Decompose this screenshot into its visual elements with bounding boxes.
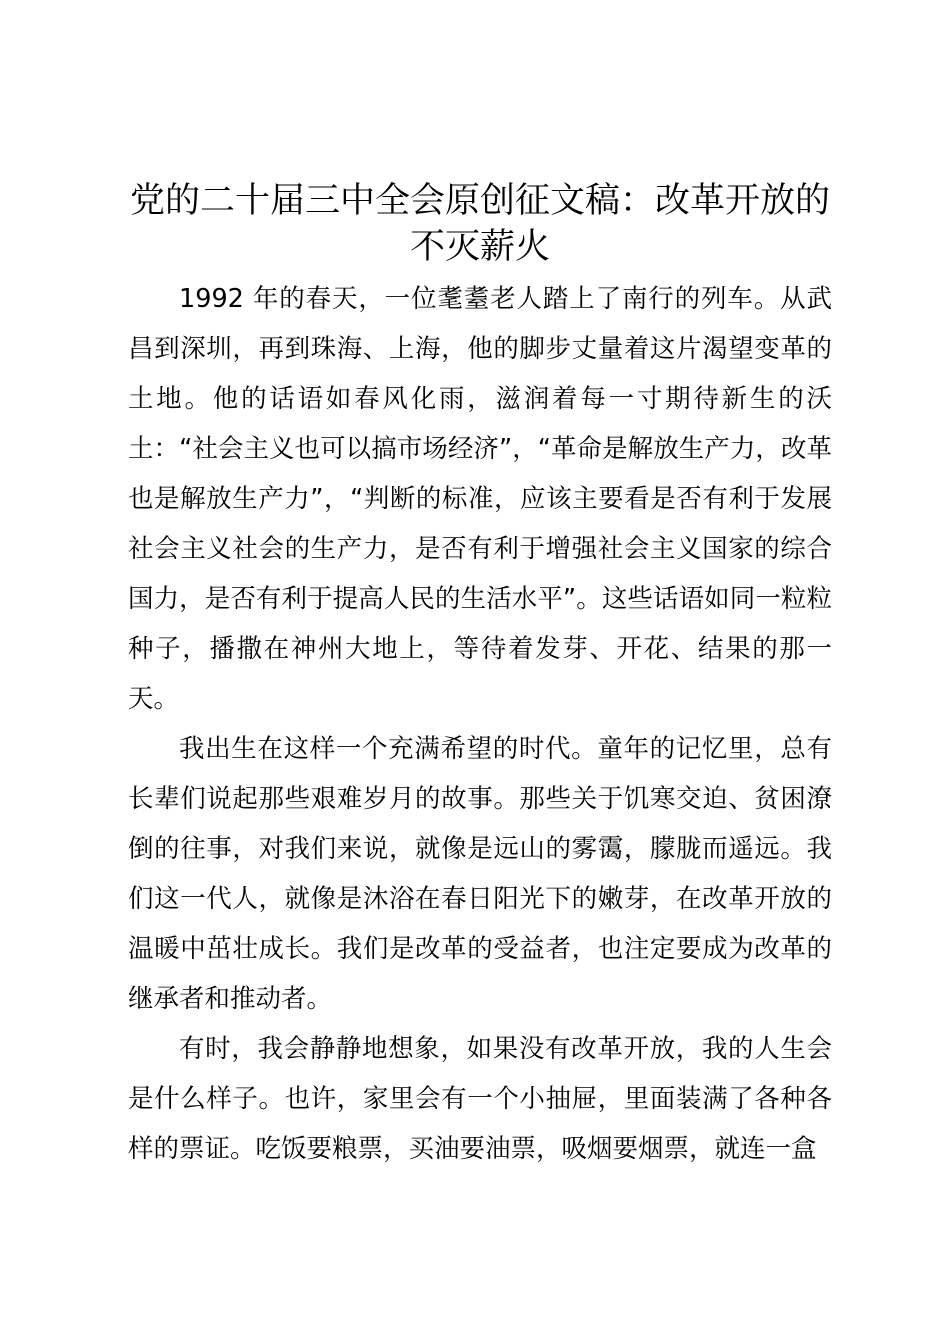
document-title: 党的二十届三中全会原创征文稿：改革开放的不灭薪火 <box>129 181 830 267</box>
paragraph: 我出生在这样一个充满希望的时代。童年的记忆里，总有长辈们说起那些艰难岁月的故事。那些关于饥寒交迫、贫困潦倒的往事，对我们来说，就像是远山的雾霭，朦胧而遥远。我们这一代人，就像是沐浴在春日阳光下的嫩芽，在改革开放的温暖中茁壮成长。我们是改革的受益者，也注定要成为改革的继承者和推动者。 <box>128 734 832 1014</box>
document-content <box>128 178 832 1174</box>
paragraph: 有时，我会静静地想象，如果没有改革开放，我的人生会是什么样子。也许，家里会有一个小抽屉，里面装满了各种各样的票证。吃饭要粮票，买油要油票，吸烟要烟票，就连一盒 <box>128 1034 832 1164</box>
paragraph: 1992 年的春天，一位耄耋老人踏上了南行的列车。从武昌到深圳，再到珠海、上海，他的脚步丈量着这片渴望变革的土地。他的话语如春风化雨，滋润着每一寸期待新生的沃土：“社会主义也可以搞市场经济”，“革命是解放生产力，改革也是解放生产力”，“判断的标准，应该主要看是否有利于发展社会主义社会的生产力，是否有利于增强社会主义国家的综合国力，是否有利于提高人民的生活水平”。这些话语如同一粒粒种子，播撒在神州大地上，等待着发芽、开花、结果的那一天。 <box>128 284 832 714</box>
